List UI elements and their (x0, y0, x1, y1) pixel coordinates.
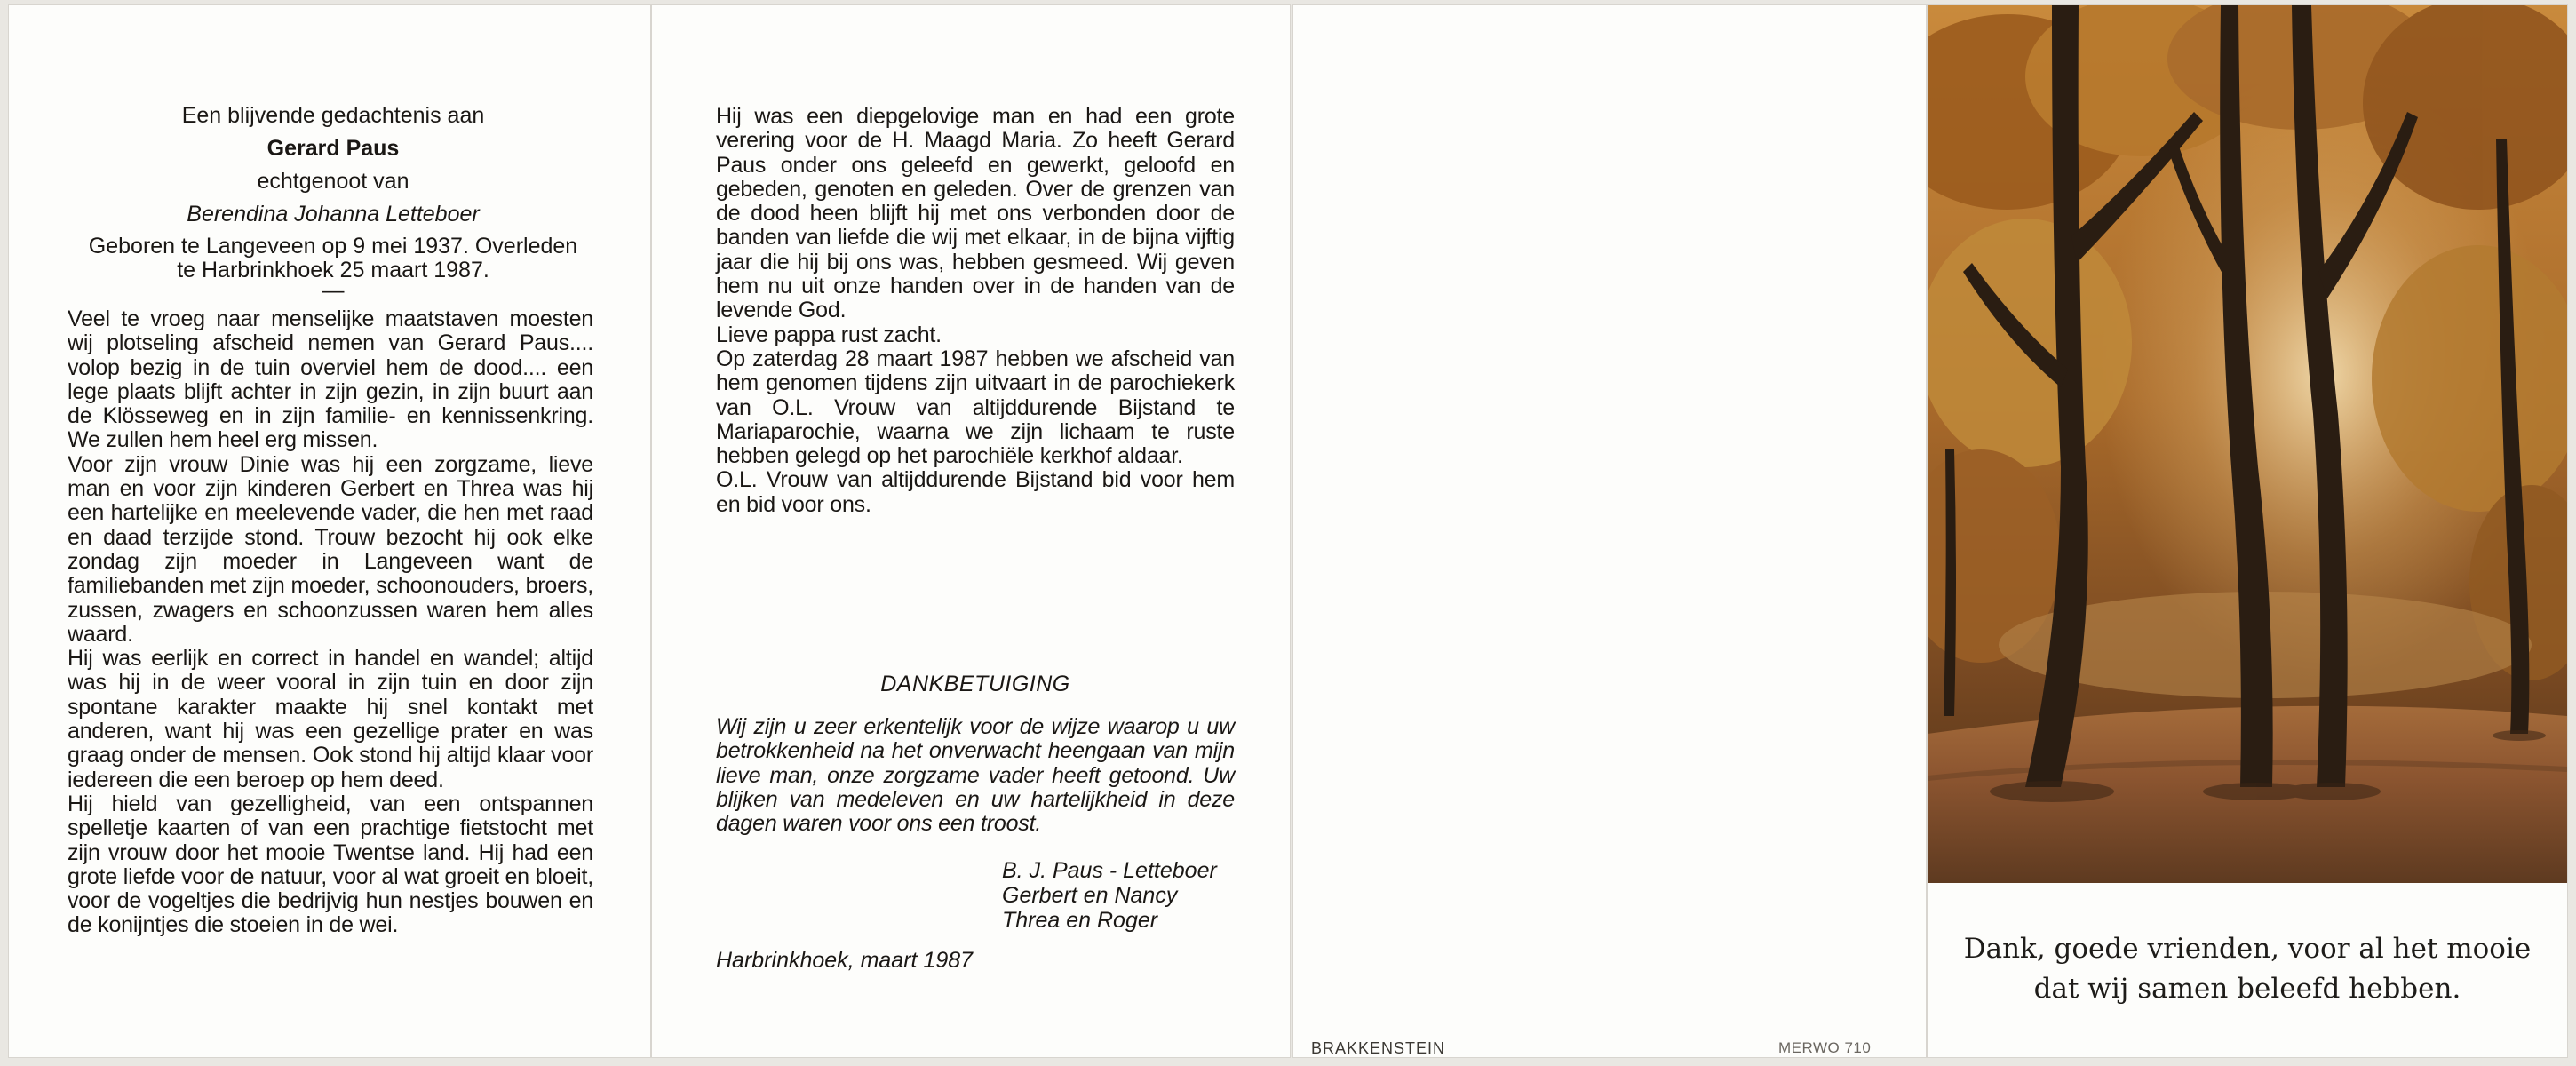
memorial-header (62, 99, 604, 303)
verse-line-2: dat wij samen beleefd hebben. (2033, 973, 2461, 1005)
product-code: MERWO 710 (1778, 1039, 1872, 1056)
signature-line: B. J. Paus - Letteboer (1002, 858, 1217, 883)
publisher-label: BRAKKENSTEIN (1311, 1039, 1446, 1057)
relation-text: echtgenoot van (257, 169, 409, 194)
birth-death-line-1: Geboren te Langeveen op 9 mei 1937. Overleden (88, 234, 578, 259)
card-panel-photo (1928, 5, 2567, 1057)
verse-text (1928, 929, 2567, 1009)
birth-death-line-2: te Harbrinkhoek 25 maart 1987. (177, 258, 489, 282)
paragraph: Lieve pappa rust zacht. (716, 322, 942, 347)
paragraph: Op zaterdag 28 maart 1987 hebben we afscheid van hem genomen tijdens zijn uitvaart in de parochiekerk van O.L. Vrouw van altijddurende Bijstand te Mariaparochie, waarna we zijn lichaam te ruste hebben gelegd op het parochiële kerkhof aldaar. (716, 346, 1235, 469)
biography-text-right (716, 105, 1235, 517)
card-panel-back (1293, 5, 1926, 1057)
autumn-forest-photo (1928, 5, 2567, 883)
thanks-title: DANKBETUIGING (880, 672, 1070, 696)
signature-line: Threa en Roger (1002, 908, 1158, 933)
card-panel-left (9, 5, 650, 1057)
paragraph: Hij hield van gezelligheid, van een ontspannen spelletje kaarten of van een prachtige fietstocht met zijn vrouw door het mooie Twentse land. Hij had een grote liefde voor de natuur, voor al wat groeit en bloeit, voor de vogeltjes die bedrijvig hun nestjes bouwen en de konijntjes die stoeien in de wei. (68, 791, 593, 938)
deceased-name: Gerard Paus (266, 136, 400, 161)
paragraph: Veel te vroeg naar menselijke maatstaven moesten wij plotseling afscheid nemen van Gerard Paus.... volop bezig in de tuin overviel hem de dood.... een lege plaats blijft achter in zijn gezin, in zijn buurt aan de Klösseweg en in zijn familie- en kennissenkring. We zullen hem heel erg missen. (68, 306, 593, 453)
paragraph: Hij was eerlijk en correct in handel en wandel; altijd was hij in de weer vooral in zijn tuin en door zijn spontane karakter maakte hij snel kontakt met anderen, want hij was een gezellige prater en was graag onder de mensen. Ook stond hij altijd klaar voor iedereen die een beroep op hem deed. (68, 646, 593, 792)
biography-text-left (68, 307, 593, 938)
paragraph: Hij was een diepgelovige man en had een grote verering voor de H. Maagd Maria. Zo heeft Gerard Paus onder ons geleefd en gewerkt, geloofd en gebeden, genoten en geleden. Over de grenzen van de dood heen blijft hij met ons verbonden door de banden van liefde die wij met elkaar, in de bijna vijftig jaar die hij bij ons was, hebben gesmeed. Wij geven hem nu uit onze handen over in de handen van de levende God. (716, 104, 1235, 323)
thanks-text: Wij zijn u zeer erkentelijk voor de wijze waarop u uw betrokkenheid na het onverwacht heengaan van mijn lieve man, onze zorgzame vader heeft getoond. Uw blijken van medeleven en uw hartelijkheid in deze dagen waren voor ons een troost. (716, 714, 1235, 837)
signatures (1002, 858, 1268, 933)
verse-line-1: Dank, goede vrienden, voor al het mooie (1963, 933, 2532, 965)
paragraph: O.L. Vrouw van altijddurende Bijstand bid voor hem en bid voor ons. (716, 467, 1235, 517)
separator-dash: — (322, 278, 345, 303)
card-panel-middle (652, 5, 1290, 1057)
place-date: Harbrinkhoek, maart 1987 (716, 948, 974, 973)
birth-death-info (62, 235, 604, 282)
signature-line: Gerbert en Nancy (1002, 883, 1178, 908)
spouse-name: Berendina Johanna Letteboer (187, 202, 480, 227)
paragraph: Voor zijn vrouw Dinie was hij een zorgzame, lieve man en voor zijn kinderen Gerbert en Threa was hij een hartelijke en meelevende vader, die hen met raad en daad terzijde stond. Trouw bezocht hij ook elke zondag zijn moeder in Langeveen want de familiebanden met zijn moeder, schoonouders, broers, zussen, zwagers en schoonzussen waren hem alles waard. (68, 451, 593, 647)
memorial-heading: Een blijvende gedachtenis aan (181, 103, 485, 128)
